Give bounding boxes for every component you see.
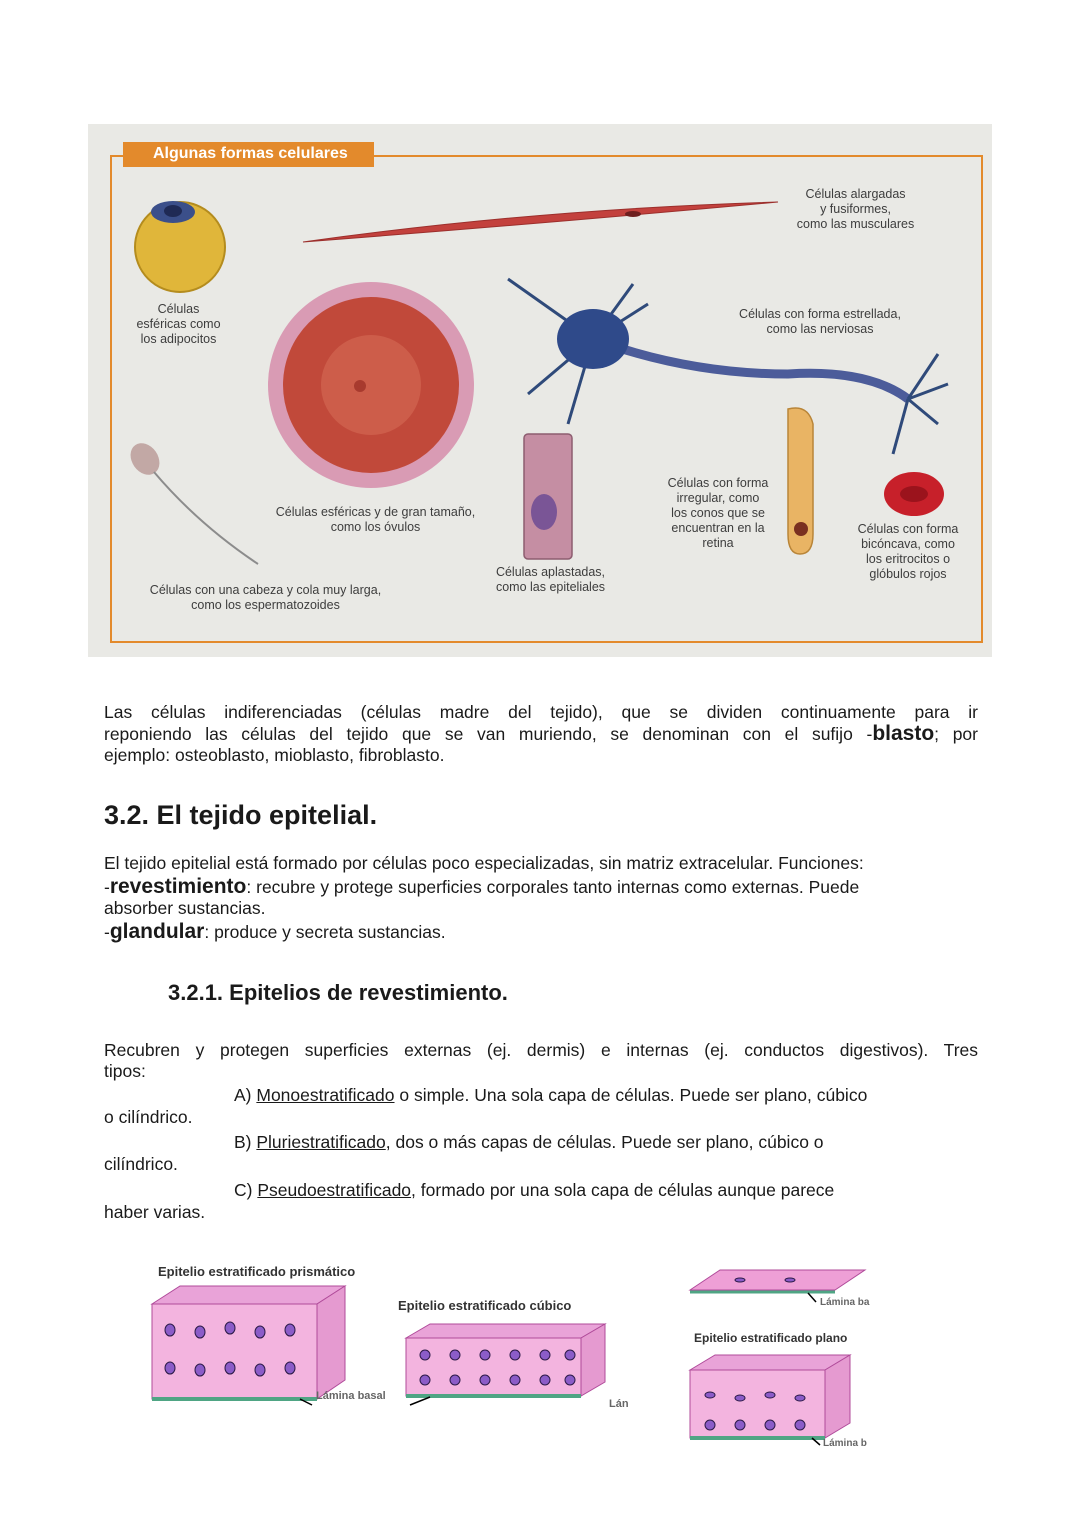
- leader-line: [410, 1397, 430, 1405]
- intro-paragraph: [104, 702, 978, 766]
- label-eritrocitos: Células con forma bicóncava, como los eritrocitos o glóbulos rojos: [857, 522, 959, 581]
- epithelium-cubic-title: Epitelio estratificado cúbico: [398, 1298, 572, 1313]
- label-conos: Células con forma irregular, como los conos que se encuentran en la retina: [667, 476, 769, 550]
- subsection-heading: 3.2.1. Epitelios de revestimiento.: [168, 980, 508, 1005]
- subsection-paragraph: [104, 1040, 978, 1082]
- figure-title: Algunas formas celulares: [123, 142, 374, 167]
- epithelia-illustrations: [140, 1260, 940, 1460]
- type-a-line: A) Monoestratificado o simple. Una sola capa de células. Puede ser plano, cúbico: [234, 1085, 868, 1105]
- label-nerviosas: Células con forma estrellada, como las nerviosas: [739, 307, 901, 336]
- label-espermatozoides: Células con una cabeza y cola muy larga, como los espermatozoides: [149, 583, 382, 612]
- type-c-cont: haber varias.: [104, 1202, 206, 1222]
- prismatic-epithelium-block: [152, 1286, 345, 1399]
- revestimiento-line-2: absorber sustancias.: [104, 898, 266, 918]
- type-b-cont: cilíndrico.: [104, 1154, 178, 1174]
- type-a-cont: o cilíndrico.: [104, 1107, 193, 1127]
- intro-line-3: ejemplo: osteoblasto, mioblasto, fibroblasto.: [104, 745, 445, 765]
- lamina-cut-label: Lán: [609, 1398, 629, 1410]
- section-heading: 3.2. El tejido epitelial.: [104, 800, 378, 830]
- epithelium-flat-title: Epitelio estratificado plano: [694, 1331, 848, 1345]
- glandular-line: -glandular: produce y secreta sustancias.: [104, 920, 446, 943]
- revestimiento-line: -revestimiento: recubre y protege superficies corporales tanto internas como externas. Puede: [104, 875, 860, 898]
- section-paragraph: [104, 853, 978, 943]
- lamina-cut-label-2: Lámina ba: [820, 1297, 870, 1308]
- label-adipocitos: Células esféricas como los adipocitos: [136, 302, 221, 346]
- cell-shapes-figure: [88, 124, 992, 657]
- subsection-line-1: Recubren y protegen superficies externas (ej. dermis) e internas (ej. conductos digestivos). Tres: [104, 1040, 978, 1060]
- intro-line-1: Las células indiferenciadas (células madre del tejido), que se dividen continuamente para ir: [104, 702, 978, 722]
- section-line-1: El tejido epitelial está formado por células poco especializadas, sin matriz extracelular. Funciones:: [104, 853, 864, 873]
- lamina-cut-label-3: Lámina b: [823, 1438, 867, 1449]
- leader-line: [808, 1293, 816, 1302]
- cubic-epithelium-block: [406, 1324, 605, 1396]
- label-ovulos: Células esféricas y de gran tamaño, como los óvulos: [275, 505, 476, 534]
- type-c-line: C) Pseudoestratificado, formado por una sola capa de células aunque parece: [234, 1180, 835, 1200]
- simple-flat-epithelium-sheet: [690, 1270, 865, 1292]
- type-b-line: B) Pluriestratificado, dos o más capas de células. Puede ser plano, cúbico o: [234, 1132, 824, 1152]
- lamina-basal-label: Lámina basal: [316, 1390, 386, 1402]
- subsection-line-2: tipos:: [104, 1061, 146, 1081]
- epithelium-prismatic-title: Epitelio estratificado prismático: [158, 1264, 356, 1279]
- label-epiteliales: Células aplastadas, como las epiteliales: [495, 565, 606, 594]
- intro-line-2: reponiendo las células del tejido que se van muriendo, se denominan con el sufijo -blasto; por: [104, 722, 978, 745]
- label-musculares: Células alargadas y fusiformes, como las musculares: [796, 187, 915, 231]
